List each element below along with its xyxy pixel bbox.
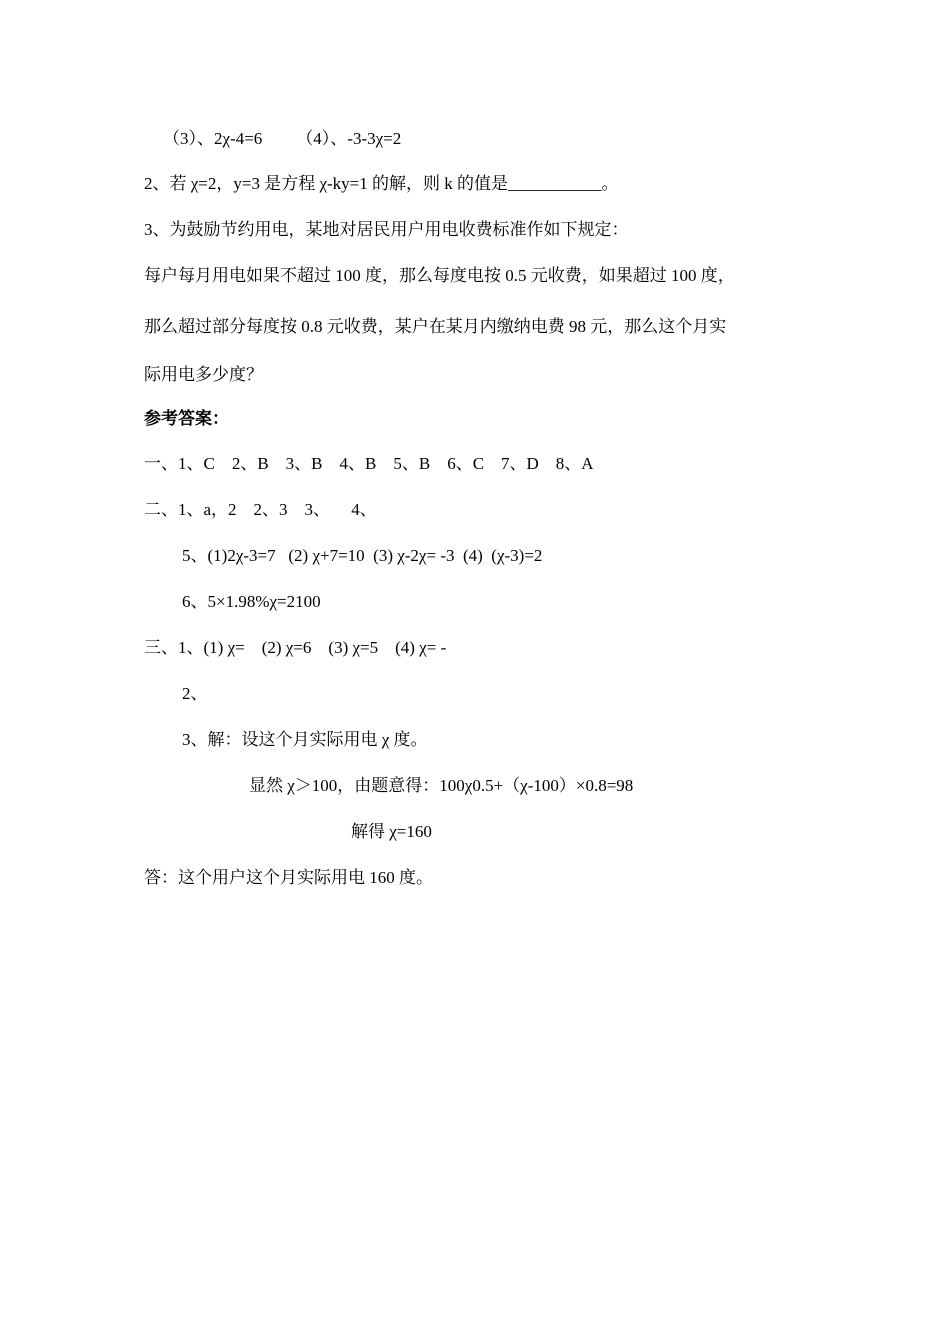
question-1-parts: （3）、2χ-4=6 （4）、-3-3χ=2 [163, 129, 402, 148]
question-3-body-line-1: 每户每月用电如果不超过 100 度，那么每度电按 0.5 元收费，如果超过 100 度， [144, 266, 735, 285]
answer-part-3-line-2: 2、 [182, 684, 208, 703]
answer-part-3-line-5: 解得 χ=160 [351, 822, 432, 841]
answer-part-2-line-2: 5、(1)2χ-3=7 (2) χ+7=10 (3) χ-2χ= -3 (4) (χ-3)=2 [182, 546, 543, 565]
question-2: 2、若 χ=2，y=3 是方程 χ-ky=1 的解，则 k 的值是___________。 [144, 174, 619, 193]
answer-part-2-line-1: 二、1、a，2 2、3 3、 4、 [144, 500, 377, 519]
answer-part-2-line-3: 6、5×1.98%χ=2100 [182, 592, 321, 611]
question-3-body-line-2: 那么超过部分每度按 0.8 元收费，某户在某月内缴纳电费 98 元，那么这个月实 [144, 317, 727, 336]
answer-part-3-line-1: 三、1、(1) χ= (2) χ=6 (3) χ=5 (4) χ= - [144, 638, 447, 657]
question-3-intro: 3、为鼓励节约用电，某地对居民用户用电收费标准作如下规定： [144, 220, 629, 239]
final-answer: 答：这个用户这个月实际用电 160 度。 [144, 868, 433, 887]
answer-part-1: 一、1、C 2、B 3、B 4、B 5、B 6、C 7、D 8、A [144, 454, 594, 473]
answer-part-3-line-3: 3、解：设这个月实际用电 χ 度。 [182, 730, 428, 749]
question-3-body-line-3: 际用电多少度？ [144, 365, 263, 384]
answer-part-3-line-4: 显然 χ＞100，由题意得：100χ0.5+（χ-100）×0.8=98 [249, 776, 634, 795]
answers-heading: 参考答案： [144, 409, 229, 428]
